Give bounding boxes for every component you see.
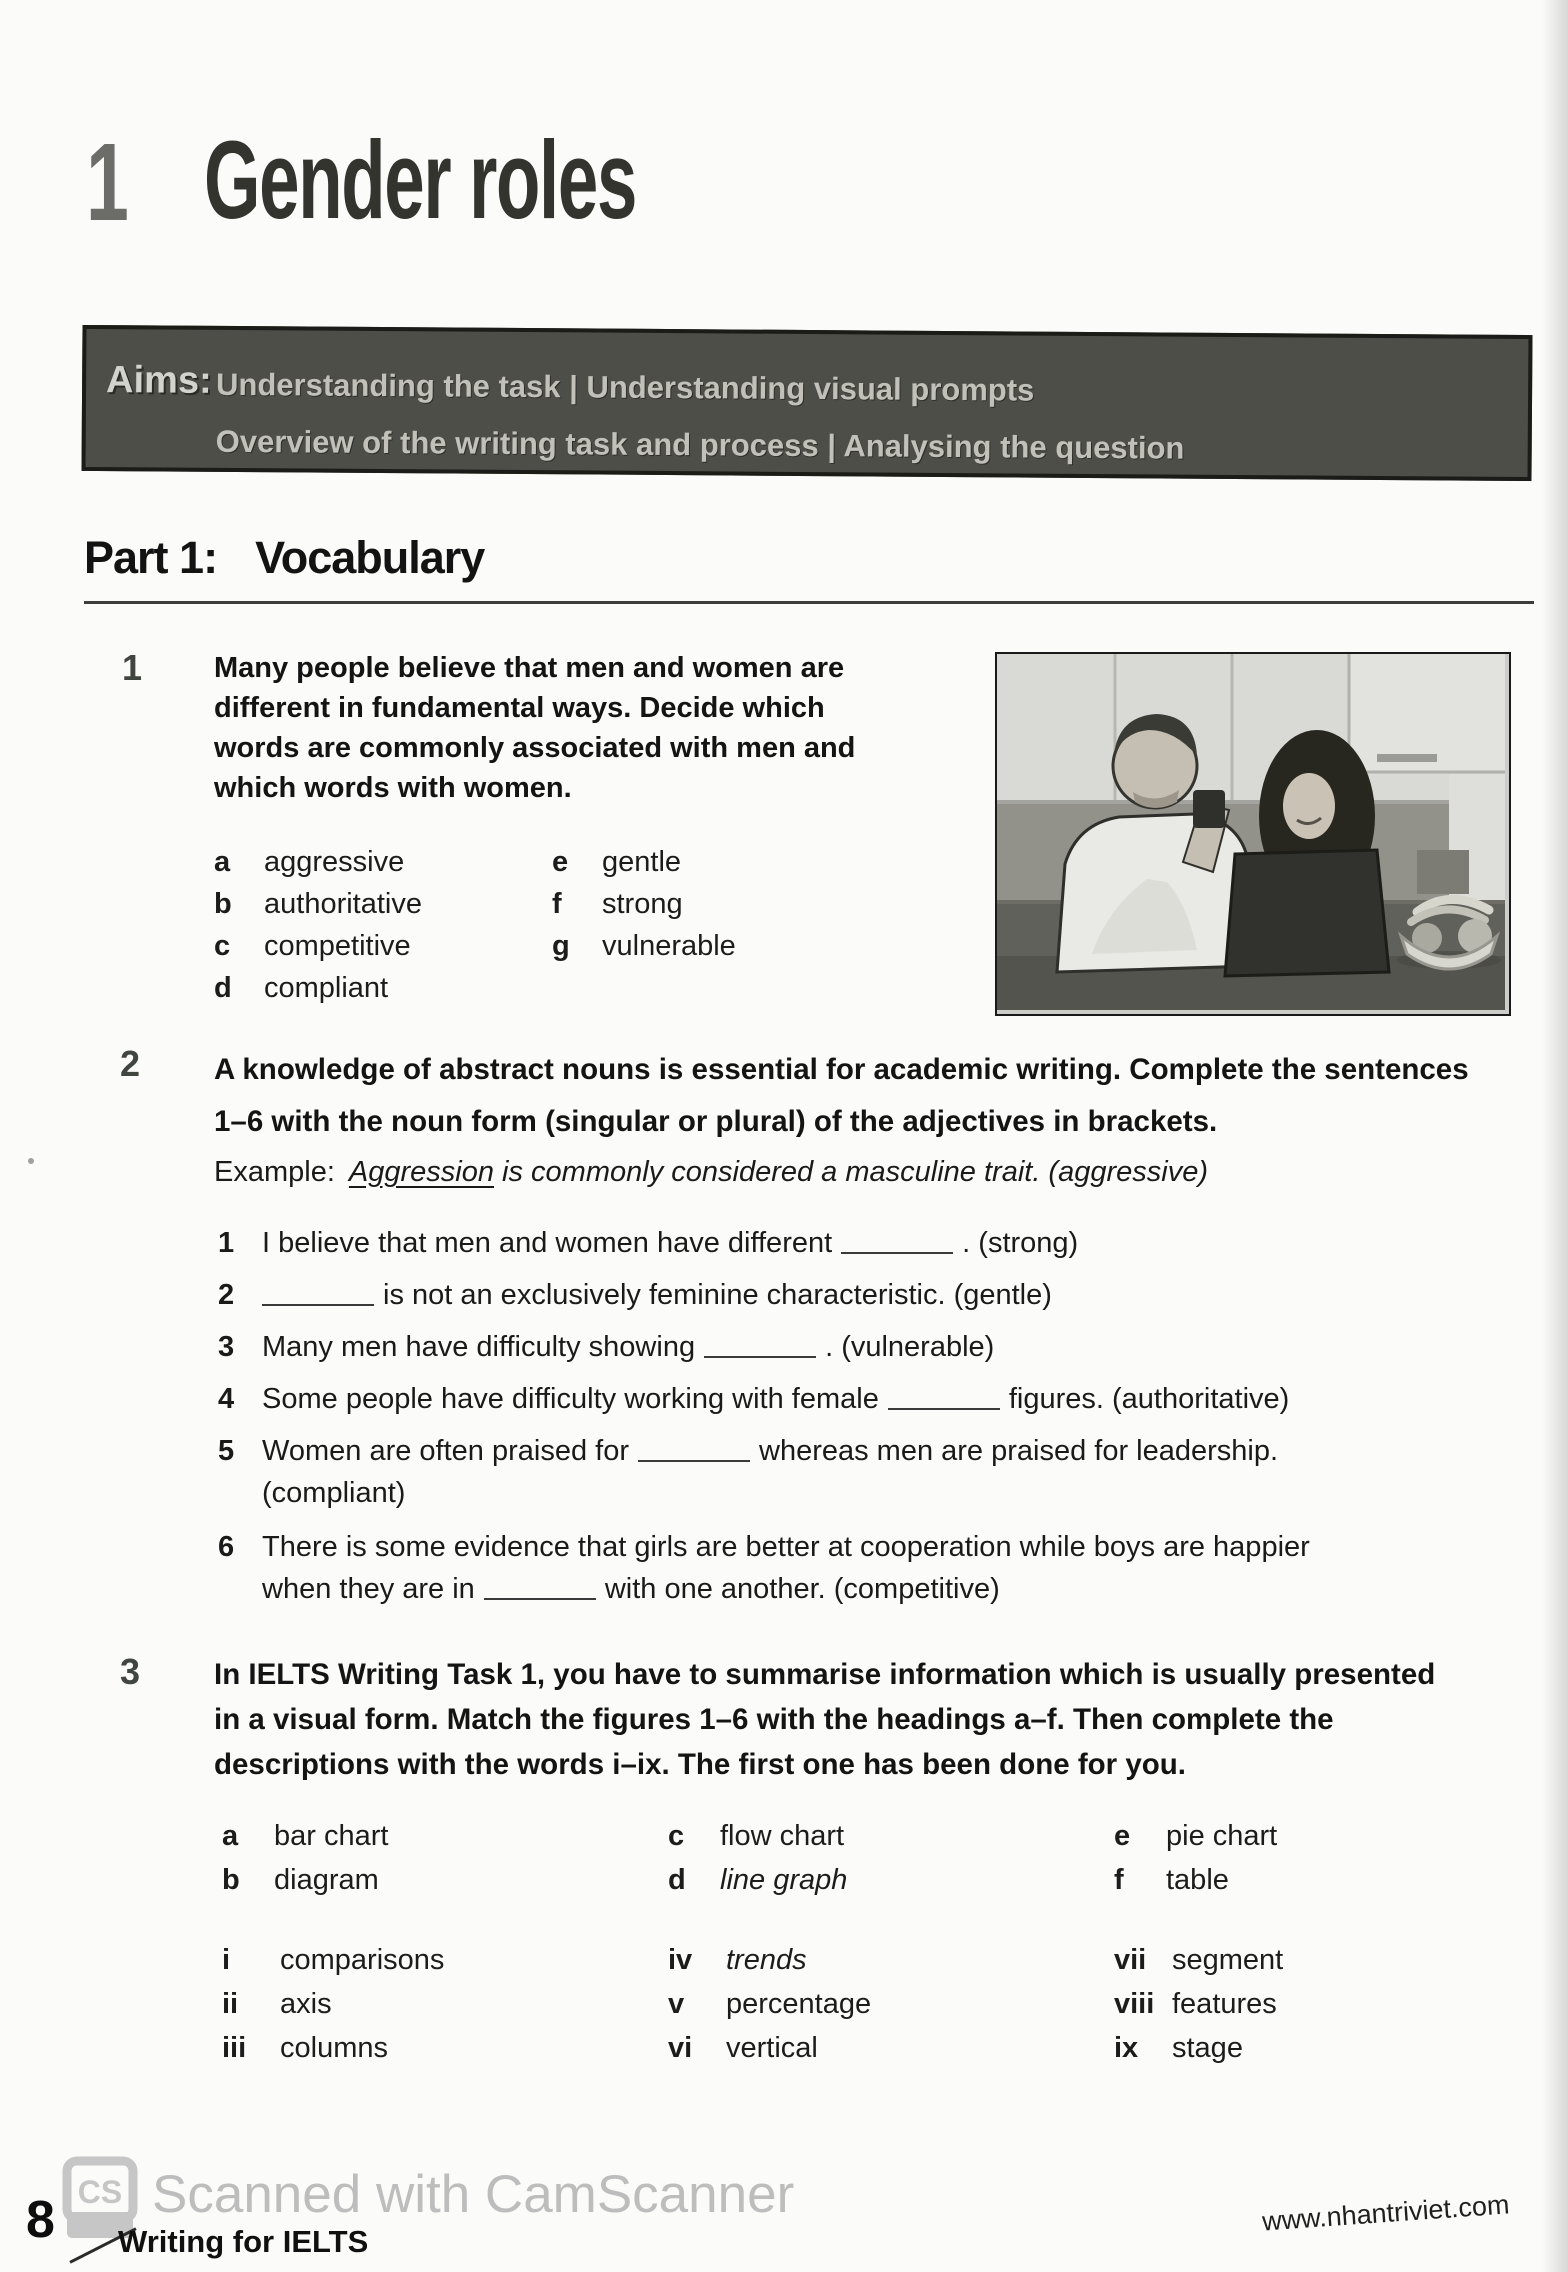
headings-column-2 xyxy=(668,1820,847,1908)
page-edge-shadow xyxy=(1542,0,1568,2272)
publisher-website: www.nhantriviet.com xyxy=(1261,2189,1511,2237)
sentence-item-5: 5 Women are often praised for whereas men are praised for leadership. (compliant) xyxy=(218,1435,1279,1509)
word-item: f strong xyxy=(552,888,683,920)
example-answer: Aggression xyxy=(348,1156,494,1188)
word-item: vii segment xyxy=(1114,1944,1284,1976)
heading-rule xyxy=(84,601,1534,604)
heading-item: b diagram xyxy=(222,1864,379,1896)
word-item: d compliant xyxy=(214,972,389,1004)
word-item: c competitive xyxy=(214,930,411,962)
exercise-2-number: 2 xyxy=(120,1043,141,1084)
sentence-item-3: 3 Many men have difficulty showing . (vulnerable) xyxy=(218,1331,995,1363)
page-number: 8 xyxy=(26,2191,55,2249)
words-column-3 xyxy=(1114,1944,1283,2076)
aims-label: Aims: xyxy=(105,359,212,402)
example-sentence: Example: Aggression is commonly considered a masculine trait. (aggressive) xyxy=(214,1156,1208,1188)
example-word-answer: trends xyxy=(726,1944,807,1976)
headings-column-1 xyxy=(222,1820,388,1908)
word-item: viii features xyxy=(1114,1988,1277,2020)
sentence-item-2: 2 is not an exclusively feminine characteristic. (gentle) xyxy=(218,1279,1052,1311)
heading-item: f table xyxy=(1114,1864,1229,1896)
heading-item: a bar chart xyxy=(222,1820,389,1852)
scan-artifact-dot xyxy=(28,1158,34,1164)
heading-item: d line graph xyxy=(668,1864,847,1908)
words-column-2 xyxy=(668,1944,871,2076)
aims-text xyxy=(216,356,1186,477)
answer-blank xyxy=(704,1330,816,1358)
example-heading-answer: line graph xyxy=(720,1864,848,1896)
word-item: g vulnerable xyxy=(552,930,736,962)
word-item: v percentage xyxy=(668,1988,872,2020)
aims-line-1: Understanding the task | Understanding visual prompts xyxy=(215,366,1035,408)
exercise-3-number: 3 xyxy=(120,1651,141,1692)
unit-number: 1 xyxy=(86,121,128,244)
word-item: ii axis xyxy=(222,1988,332,2020)
couple-laptop-photo xyxy=(995,652,1511,1016)
answer-blank xyxy=(484,1572,596,1600)
answer-blank xyxy=(888,1382,1000,1410)
sentence-item-6: 6 There is some evidence that girls are better at cooperation while boys are happier when they are in with one another. (competitive) xyxy=(218,1531,1310,1605)
unit-title: Gender roles xyxy=(204,119,637,242)
answer-blank xyxy=(262,1278,374,1306)
example-label: Example: xyxy=(214,1156,335,1188)
exercise-2-instruction: A knowledge of abstract nouns is essential for academic writing. Complete the sentences 1–6 with the noun form (singular or plural) of the adjectives in brackets. xyxy=(214,1053,1469,1138)
heading-item: c flow chart xyxy=(668,1820,845,1852)
part-heading xyxy=(84,532,484,584)
word-item: b authoritative xyxy=(214,888,422,920)
word-item: vi vertical xyxy=(668,2032,818,2064)
exercise-1-instruction: Many people believe that men and women are different in fundamental ways. Decide which words are commonly associated with men and which words with women. xyxy=(214,652,856,804)
word-item: i comparisons xyxy=(222,1944,445,1976)
answer-blank xyxy=(638,1434,750,1462)
book-title: Writing for IELTS xyxy=(118,2224,369,2259)
cs-logo-text: CS xyxy=(77,2174,123,2210)
words-column-1 xyxy=(222,1944,444,2076)
word-list-column-1 xyxy=(214,846,422,1014)
exercise-3-instruction: In IELTS Writing Task 1, you have to summarise information which is usually presented in a visual form. Match the figures 1–6 with the headings a–f. Then complete the descriptions with the words i–ix. The first one has been done for you. xyxy=(214,1658,1436,1781)
sentence-item-1: 1 I believe that men and women have different . (strong) xyxy=(218,1227,1079,1259)
heading-item: e pie chart xyxy=(1114,1820,1278,1852)
sentence-item-4: 4 Some people have difficulty working with female figures. (authoritative) xyxy=(218,1383,1290,1415)
aims-bar xyxy=(82,325,1533,481)
aims-line-2: Overview of the writing task and process | Analysing the question xyxy=(215,423,1185,466)
word-item: iii columns xyxy=(222,2032,388,2064)
exercise-1-number: 1 xyxy=(122,647,143,688)
camscanner-watermark: Scanned with CamScanner xyxy=(152,2165,795,2224)
word-item: a aggressive xyxy=(214,846,405,878)
part-label: Part 1: xyxy=(84,532,218,583)
part-title: Vocabulary xyxy=(255,532,485,583)
word-item: iv trends xyxy=(668,1944,871,1988)
answer-blank xyxy=(841,1226,953,1254)
word-item: e gentle xyxy=(552,846,682,878)
word-list-column-2 xyxy=(552,846,736,972)
headings-column-3 xyxy=(1114,1820,1277,1908)
word-item: ix stage xyxy=(1114,2032,1243,2064)
photo-illustration xyxy=(997,654,1505,1010)
